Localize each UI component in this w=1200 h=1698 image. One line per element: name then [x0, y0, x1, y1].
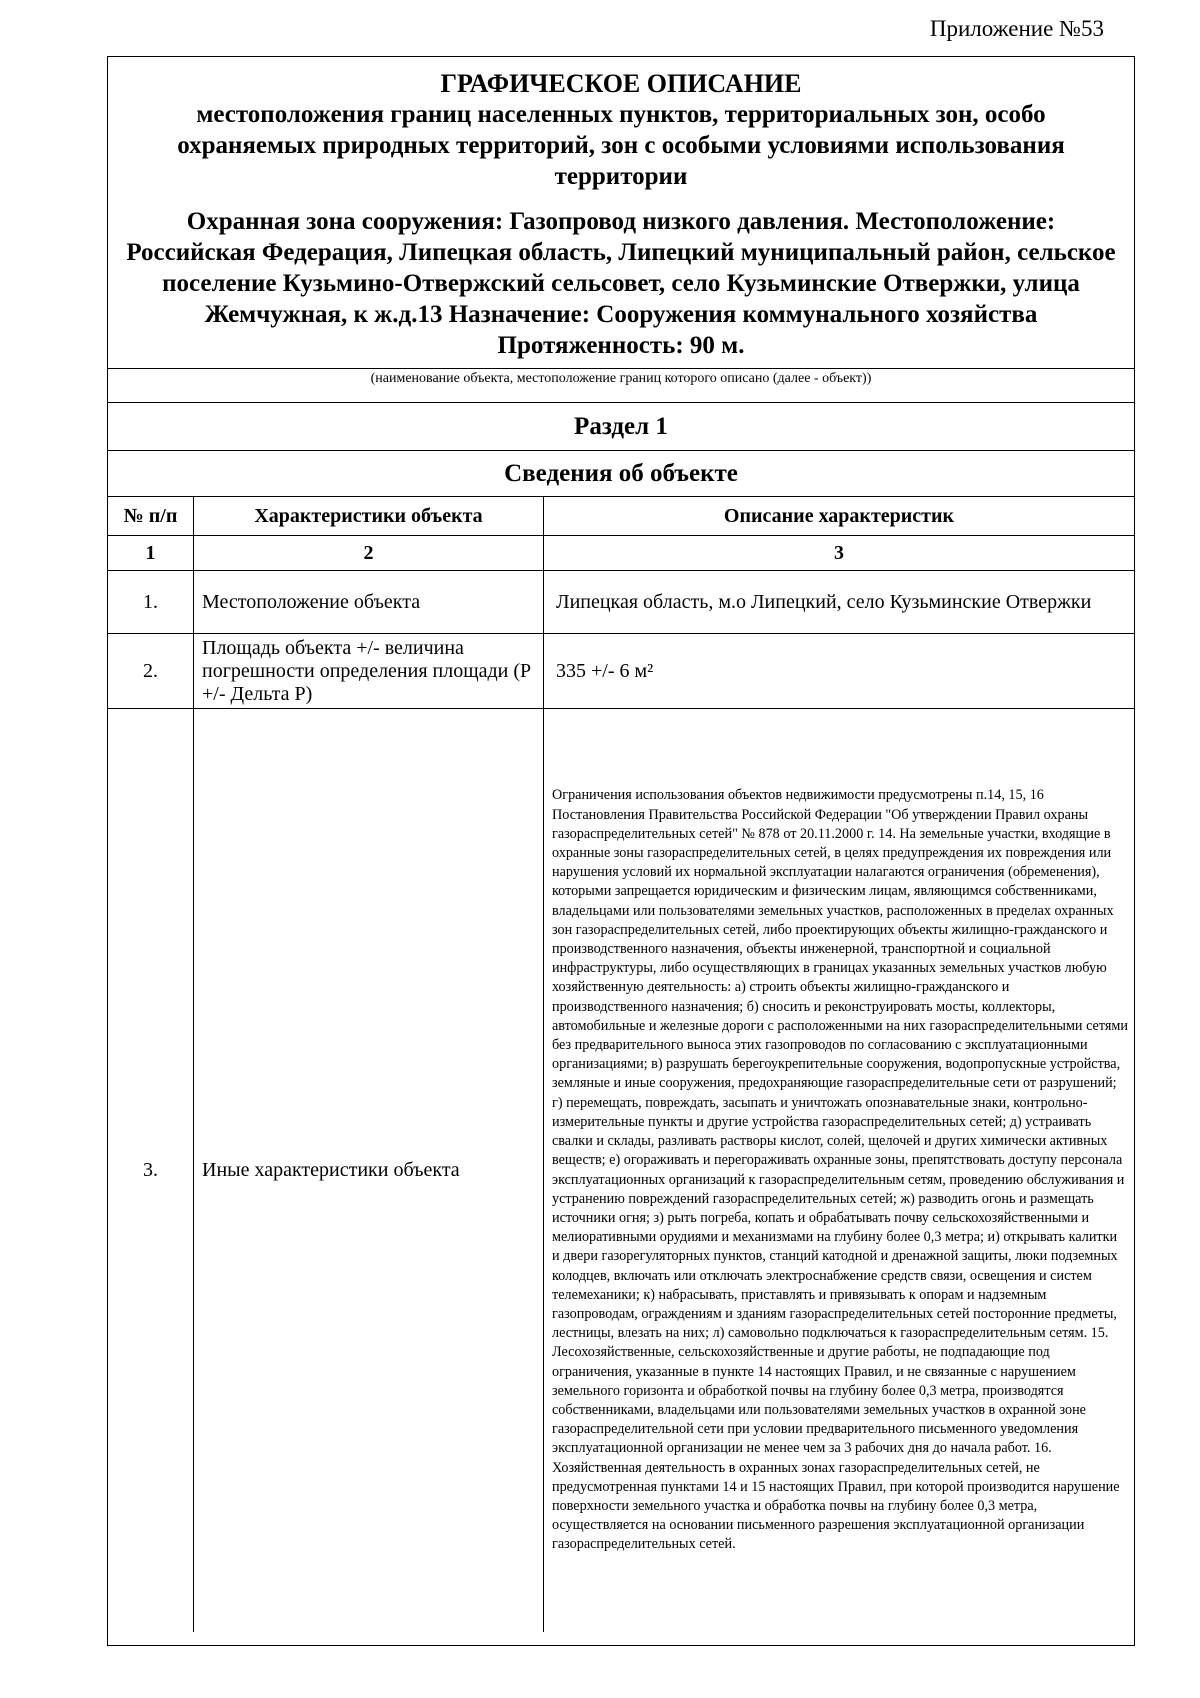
- table-row: [108, 634, 1134, 709]
- row-description: Ограничения использования объектов недвижимости предусмотрены п.14, 15, 16 Постановления Правительства Российской Федерации "Об утверждении Правил охраны газораспределительных сетей" № 878 от 20.11.2000 г. 14. На земельные участки, входящие в охранные зоны газораспределительных сетей, в целях предупреждения их повреждения или нарушения условий их нормальной эксплуатации налагаются ограничения (обременения), которыми запрещается юридическим и физическим лицам, являющимся собственниками, владельцами или пользователями земельных участков, расположенных в пределах охранных зон газораспределительных сетей, либо проектирующих объекты жилищно-гражданского и производственного назначения, объекты инженерной, транспортной и социальной инфраструктуры, либо осуществляющих в границах указанных земельных участков любую хозяйственную деятельность: а) строить объекты жилищно-гражданского и производственного назначения; б) сносить и реконструировать мосты, коллекторы, автомобильные и железные дороги с расположенными на них газораспределительными сетями без предварительного выноса этих газопроводов по согласованию с эксплуатационными организациями; в) разрушать берегоукрепительные сооружения, водопропускные устройства, земляные и иные сооружения, предохраняющие газораспределительные сети от разрушений; г) перемещать, повреждать, засыпать и уничтожать опознавательные знаки, контрольно-измерительные пункты и другие устройства газораспределительных сетей; д) устраивать свалки и склады, разливать растворы кислот, солей, щелочей и других химически активных веществ; е) огораживать и перегораживать охранные зоны, препятствовать доступу персонала эксплуатационных организаций к газораспределительным сетям, проведению обслуживания и устранению повреждений газораспределительных сетей; ж) разводить огонь и размещать источники огня; з) рыть погреба, копать и обрабатывать почву сельскохозяйственными и мелиоративными орудиями и механизмами на глубину более 0,3 метра; и) открывать калитки и двери газорегуляторных пунктов, станций катодной и дренажной защиты, люки подземных колодцев, включать или отключать электроснабжение средств связи, освещения и систем телемеханики; к) набрасывать, приставлять и привязывать к опорам и надземным газопроводам, ограждениям и зданиям газораспределительных сетей посторонние предметы, лестницы, влезать на них; л) самовольно подключаться к газораспределительным сетям. 15. Лесохозяйственные, сельскохозяйственные и другие работы, не подпадающие под ограничения, указанные в пункте 14 настоящих Правил, и не связанные с нарушением земельного горизонта и обработкой почвы на глубину более 0,3 метра, производятся собственниками, владельцами или пользователями земельных участков в охранной зоне газораспределительной сети при условии предварительного письменного уведомления эксплуатационной организации не менее чем за 3 рабочих дня до начала работ. 16. Хозяйственная деятельность в охранных зонах газораспределительных сетей, не предусмотренная пунктами 14 и 15 настоящих Правил, при которой производится нарушение поверхности земельного участка и обработка почвы на глубину более 0,3 метра, осуществляется на основании письменного разрешения эксплуатационной организации газораспределительных сетей.: [544, 709, 1135, 1633]
- table-header-row: [108, 497, 1134, 536]
- column-number: 3: [544, 536, 1135, 571]
- column-number: 1: [108, 536, 194, 571]
- row-characteristic: Иные характеристики объекта: [194, 709, 544, 1633]
- table-row: [108, 709, 1134, 1633]
- row-characteristic: Площадь объекта +/- величина погрешности определения площади (Р +/- Дельта Р): [194, 634, 544, 709]
- row-number: 2.: [108, 634, 194, 709]
- appendix-label: Приложение №53: [929, 16, 1104, 41]
- document-header: [108, 57, 1134, 369]
- row-description: Липецкая область, м.о Липецкий, село Кузьминские Отвержки: [544, 571, 1135, 634]
- row-number: 1.: [108, 571, 194, 634]
- row-characteristic: Местоположение объекта: [194, 571, 544, 634]
- row-description: 335 +/- 6 м²: [544, 634, 1135, 709]
- object-info-table: [108, 497, 1134, 1632]
- object-caption: (наименование объекта, местоположение границ которого описано (далее - объект)): [108, 369, 1134, 403]
- column-number-row: [108, 536, 1134, 571]
- header-characteristic: Характеристики объекта: [194, 497, 544, 536]
- row-number: 3.: [108, 709, 194, 1633]
- document-frame: [107, 56, 1135, 1646]
- section-title: Раздел 1: [108, 403, 1134, 451]
- document-title: ГРАФИЧЕСКОЕ ОПИСАНИЕ: [440, 69, 802, 98]
- header-number: № п/п: [108, 497, 194, 536]
- table-row: [108, 571, 1134, 634]
- header-description: Описание характеристик: [544, 497, 1135, 536]
- column-number: 2: [194, 536, 544, 571]
- document-subtitle: местоположения границ населенных пунктов, территориальных зон, особо охраняемых природных территорий, зон с особыми условиями использования территории: [177, 101, 1065, 190]
- section-subtitle: Сведения об объекте: [108, 451, 1134, 497]
- object-description: Охранная зона сооружения: Газопровод низкого давления. Местоположение: Российская Федерация, Липецкая область, Липецкий муниципальный район, сельское поселение Кузьмино-Отвержский сельсовет, село Кузьминские Отвержки, улица Жемчужная, к ж.д.13 Назначение: Сооружения коммунального хозяйства Протяженность: 90 м.: [126, 208, 1116, 359]
